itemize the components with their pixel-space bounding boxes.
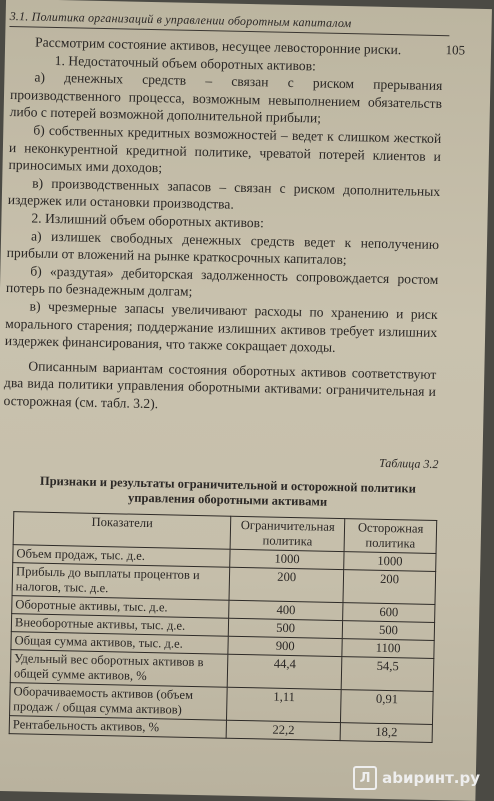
row-label: Оборачиваемость активов (объем продаж / общая сумма активов) — [10, 683, 228, 721]
cautious-value: 600 — [343, 603, 435, 623]
restrictive-value: 44,4 — [227, 654, 342, 689]
row-label: Рентабельность активов, % — [9, 716, 227, 739]
list-item-1: 1. Недостаточный объем оборотных активов: — [54, 52, 317, 74]
cautious-value: 54,5 — [341, 657, 434, 692]
header-indicators: Показатели — [13, 512, 231, 550]
header-restrictive: Ограничительная политика — [230, 516, 345, 551]
restrictive-value: 22,2 — [226, 720, 340, 740]
restrictive-value: 400 — [229, 600, 343, 620]
conclusion-paragraph: Описанным вариантам состояния оборотных активов соответствуют два вида политики управления оборотными активами: ограничительная и осторожная (см. табл. 3.2). — [3, 358, 437, 412]
row-label: Общая сумма активов, тыс. д.е. — [11, 632, 229, 655]
restrictive-value: 900 — [228, 636, 342, 656]
running-title: 3.1. Политика организаций в управлении оборотным капиталом — [9, 9, 449, 36]
table-caption: Таблица 3.2 — [378, 455, 439, 472]
restrictive-value: 200 — [229, 567, 344, 602]
list-item-2b: б) «раздутая» дебиторская задолженность сопровождается ростом потерь по безнадежным долгам; — [5, 263, 439, 300]
row-label: Удельный вес оборотных активов в общей сумме активов, % — [10, 650, 228, 688]
cautious-value: 18,2 — [340, 723, 432, 743]
restrictive-value: 500 — [228, 618, 342, 638]
header-cautious: Осторожная политика — [344, 519, 437, 554]
row-label: Объем продаж, тыс. д.е. — [13, 545, 231, 568]
restrictive-value: 1000 — [230, 549, 344, 569]
table-title: Признаки и результаты ограничительной и осторожной политики управления оборотными активами — [39, 473, 417, 509]
list-item-2c: в) чрезмерные запасы увеличивают расходы по хранению и риск морального старения; поддержание излишних активов требует излишних издержек финансирования, что также сокращает доходы. — [4, 298, 438, 355]
row-label: Прибыль до выплаты процентов и налогов, тыс. д.е. — [12, 563, 230, 601]
cautious-value: 200 — [343, 570, 436, 605]
list-item-1b: б) собственных кредитных возможностей – ведет к слишком жесткой и неконкурентной кредитной политике, чреватой потерей клиентов и приносимых ими доходов; — [8, 122, 442, 176]
list-item-1a: а) денежных средств – связан с риском прерывания производственного процесса, возможным невыполнением обязательств либо с потерей возможной дополнительной прибыли; — [9, 69, 443, 126]
cautious-value: 500 — [342, 621, 434, 641]
cautious-value: 1100 — [342, 639, 434, 659]
list-item-2a: а) излишек свободных денежных средств ведет к неполучению прибыли от вложений на рынке краткосрочных капиталов; — [6, 228, 440, 268]
list-item-1c: в) производственных запасов – связан с риском дополнительных издержек или остановки производства. — [7, 175, 441, 213]
intro-paragraph: Рассмотрим состояние активов, несущее левосторонние риски. — [34, 34, 402, 58]
row-label: Оборотные активы, тыс. д.е. — [12, 596, 230, 619]
row-label: Внеоборотные активы, тыс. д.е. — [11, 614, 229, 637]
cautious-value: 0,91 — [341, 690, 434, 725]
list-item-2: 2. Излишний объем оборотных активов: — [31, 210, 265, 231]
labirint-watermark — [353, 766, 480, 790]
data-table — [9, 511, 438, 743]
cautious-value: 1000 — [344, 552, 436, 572]
restrictive-value: 1,11 — [227, 687, 342, 722]
page-number: 105 — [445, 42, 466, 58]
watermark-text: abиринт.ру — [382, 769, 480, 787]
body-text — [3, 33, 443, 418]
labirint-logo-icon: Л — [353, 766, 377, 790]
